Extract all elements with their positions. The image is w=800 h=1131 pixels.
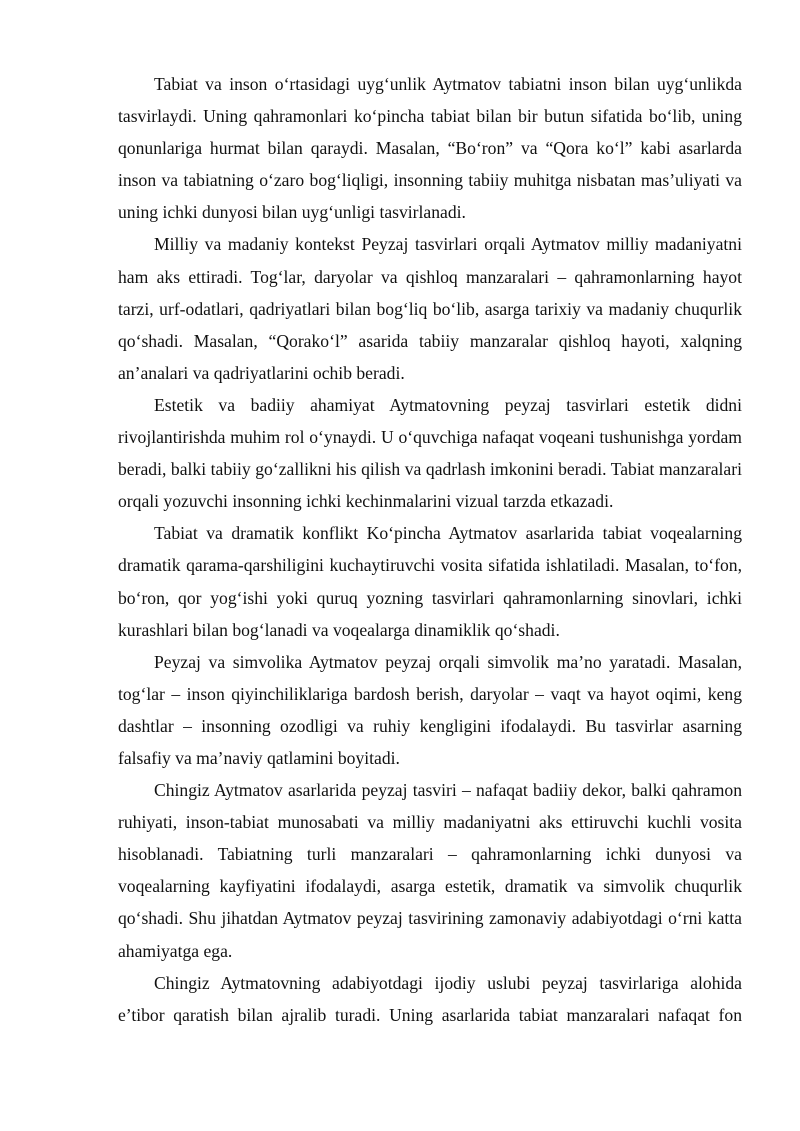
- paragraph-harmony: Tabiat va inson o‘rtasidagi uyg‘unlik Aytmatov tabiatni inson bilan uyg‘unlikda tasvirlaydi. Uning qahramonlari ko‘pincha tabiat bilan bir butun sifatida bo‘lib, uning qonunlariga hurmat bilan qaraydi. Masalan, “Bo‘ron” va “Qora ko‘l” kabi asarlarda inson va tabiatning o‘zaro bog‘liqligi, insonning tabiiy muhitga nisbatan mas’uliyati va uning ichki dunyosi bilan uyg‘unligi tasvirlanadi.: [118, 74, 742, 223]
- paragraph-dramatic-conflict: Tabiat va dramatik konflikt Ko‘pincha Aytmatov asarlarida tabiat voqealarning dramatik qarama-qarshiligini kuchaytiruvchi vosita sifatida ishlatiladi. Masalan, to‘fon, bo‘ron, qor yog‘ishi yoki quruq yozning tasvirlari qahramonlarning sinovlari, ichki kurashlari bilan bog‘lanadi va voqealarga dinamiklik qo‘shadi.: [118, 523, 742, 640]
- document-page: [118, 68, 742, 1031]
- paragraph-national-context: Milliy va madaniy kontekst Peyzaj tasvirlari orqali Aytmatov milliy madaniyatni ham aks ettiradi. Tog‘lar, daryolar va qishloq manzaralari – qahramonlarning hayot tarzi, urf-odatlari, qadriyatlari bilan bog‘liq bo‘lib, asarga tarixiy va madaniy chuqurlik qo‘shadi. Masalan, “Qorako‘l” asarida tabiiy manzaralar qishloq hayoti, xalqning an’analari va qadriyatlarini ochib beradi.: [118, 234, 742, 383]
- paragraph-conclusion: Chingiz Aytmatov asarlarida peyzaj tasviri – nafaqat badiiy dekor, balki qahramon ruhiyati, inson-tabiat munosabati va milliy madaniyatni aks ettiruvchi kuchli vosita hisoblanadi. Tabiatning turli manzaralari – qahramonlarning ichki dunyosi va voqealarning kayfiyatini ifodalaydi, asarga estetik, dramatik va simvolik chuqurlik qo‘shadi. Shu jihatdan Aytmatov peyzaj tasvirining zamonaviy adabiyotdagi o‘rni katta ahamiyatga ega.: [118, 780, 742, 961]
- paragraph-aesthetic: Estetik va badiiy ahamiyat Aytmatovning peyzaj tasvirlari estetik didni rivojlantirishda muhim rol o‘ynaydi. U o‘quvchiga nafaqat voqeani tushunishga yordam beradi, balki tabiiy go‘zallikni his qilish va qadrlash imkonini beradi. Tabiat manzaralari orqali yozuvchi insonning ichki kechinmalarini vizual tarzda etkazadi.: [118, 394, 742, 512]
- paragraph-creative-style: Chingiz Aytmatovning adabiyotdagi ijodiy uslubi peyzaj tasvirlariga alohida e’tibor qaratish bilan ajralib turadi. Uning asarlarida tabiat manzaralari nafaqat fon: [118, 972, 742, 1025]
- paragraph-symbolism: Peyzaj va simvolika Aytmatov peyzaj orqali simvolik ma’no yaratadi. Masalan, tog‘lar – inson qiyinchiliklariga bardosh berish, daryolar – vaqt va hayot oqimi, keng dashtlar – insonning ozodligi va ruhiy kengligini ifodalaydi. Bu tasvirlar asarning falsafiy va ma’naviy qatlamini boyitadi.: [118, 651, 742, 768]
